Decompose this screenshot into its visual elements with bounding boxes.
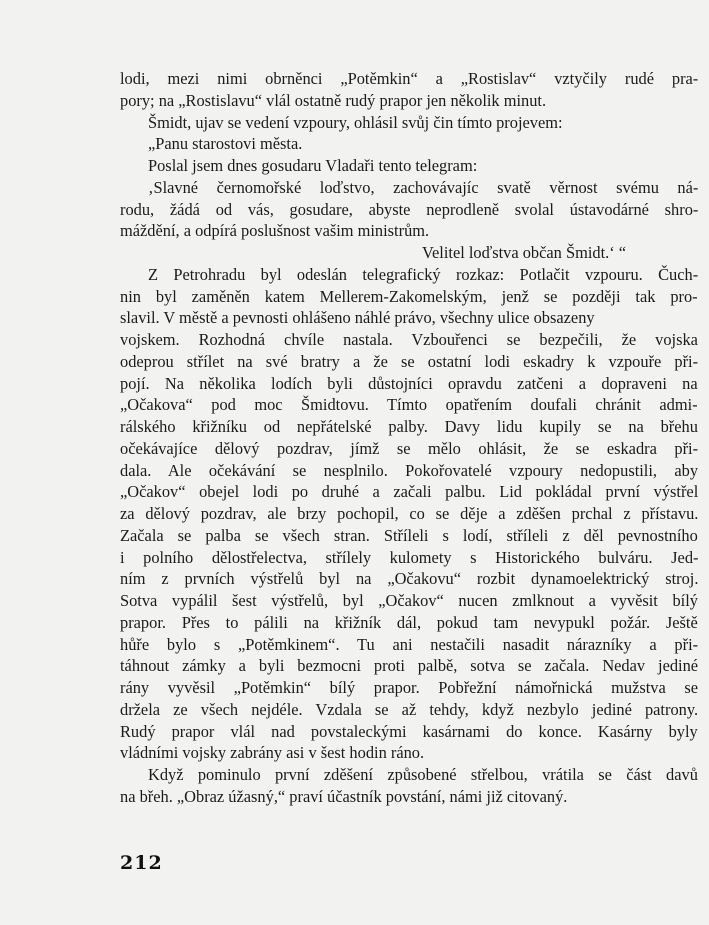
text-line: vládními vojsky zabrány asi v šest hodin ráno. (120, 743, 425, 763)
page-number: 212 (120, 852, 163, 874)
text-line: „Očakov“ obejel lodi po druhé a začali palbu. Lid pokládal první výstřel (120, 482, 699, 502)
text-line: Rudý prapor vlál nad povstaleckými kasárnami do konce. Kasárny byly (120, 721, 698, 741)
text-line: pojí. Na několika lodích byli důstojníci opravdu zatčeni a dopraveni na (120, 373, 698, 393)
text-line: slavil. V městě a pevnosti ohlášeno náhlé právo, všechny ulice obsazeny (120, 308, 595, 328)
text-line: prapor. Přes to pálili na křižník dál, pokud tam nevypukl požár. Ještě (120, 612, 698, 632)
text-line: i polního dělostřelectva, střílely kulomety s Historického bulváru. Jed- (120, 547, 699, 567)
text-line: rálského křižníku od nepřátelské palby. Davy lidu kupily se na břehu (120, 417, 698, 436)
text-line: Poslal jsem dnes gosudaru Vladaři tento telegram: (148, 156, 478, 175)
text-line: dala. Ale očekávání se nesplnilo. Pokořovatelé vzpoury nedopustili, aby (120, 460, 699, 480)
text-line: „Očakova“ pod moc Šmidtovu. Tímto opatřením doufali chránit admi- (120, 395, 698, 415)
text-line: Když pominulo první zděšení způsobené střelbou, vrátila se část davů (148, 765, 698, 784)
text-line: Šmidt, ujav se vedení vzpoury, ohlásil svůj čin tímto projevem: (148, 112, 563, 132)
text-line: vojskem. Rozhodná chvíle nastala. Vzbouřenci se bezpečili, že vojska (120, 330, 698, 349)
text-line: táhnout zámky a byli bezmocni proti palbě, sotva se začala. Nedav jediné (120, 656, 699, 676)
signature-line: Velitel loďstva občan Šmidt.‘ “ (422, 243, 627, 262)
text-line: ním z prvních výstřelů byl na „Očakovu“ rozbit dynamoelektrický stroj. (120, 569, 699, 589)
text-line: hůře bylo s „Potěmkinem“. Tu ani nestačili nasadit nárazníky a při- (120, 634, 699, 654)
text-line: Sotva vypálil šest výstřelů, byl „Očakov“ nucen zmlknout a vyvěsit bílý (120, 591, 698, 610)
text-line: ‚Slavné černomořské loďstvo, zachovávajíc svatě věrnost svému ná- (148, 177, 699, 197)
text-line: na břeh. „Obraz úžasný,“ praví účastník povstání, námi již citovaný. (120, 786, 568, 806)
text-line: rány vyvěsil „Potěmkin“ bílý prapor. Pobřežní námořnická mužstva se (120, 678, 699, 697)
text-line: nin byl zaměněn katem Mellerem-Zakomelským, jenž se později tak pro- (120, 286, 698, 306)
text-line: odeprou střílet na své bratry a že se ostatní lodi eskadry k vzpouře při- (120, 351, 699, 371)
text-line: pory; na „Rostislavu“ vlál ostatně rudý prapor jen několik minut. (120, 90, 547, 110)
text-line: Začala se palba se všech stran. Stříleli s lodí, stříleli z děl pevnostního (120, 525, 698, 545)
text-line: Z Petrohradu byl odeslán telegrafický rozkaz: Potlačit vzpouru. Čuch- (148, 264, 699, 284)
text-line: máždění, a odpírá poslušnost vašim ministrům. (120, 221, 430, 241)
text-line: očekávajíce dělový pozdrav, jímž se mělo ohlásit, že se eskadra při- (120, 438, 699, 458)
text-line: držela ze všech nejdéle. Vzdala se až tehdy, když nezbylo jediné patrony. (120, 699, 699, 719)
text-line: lodi, mezi nimi obrněnci „Potěmkin“ a „Rostislav“ vztyčily rudé pra- (120, 69, 699, 88)
body-text (120, 68, 698, 808)
text-line: rodu, žádá od vás, gosudare, abyste neprodleně svolal ústavodárné shro- (120, 199, 699, 219)
text-line: za dělový pozdrav, ale brzy pochopil, co se děje a zděšen prchal z přístavu. (120, 504, 699, 523)
text-line: „Panu starostovi města. (148, 134, 303, 154)
